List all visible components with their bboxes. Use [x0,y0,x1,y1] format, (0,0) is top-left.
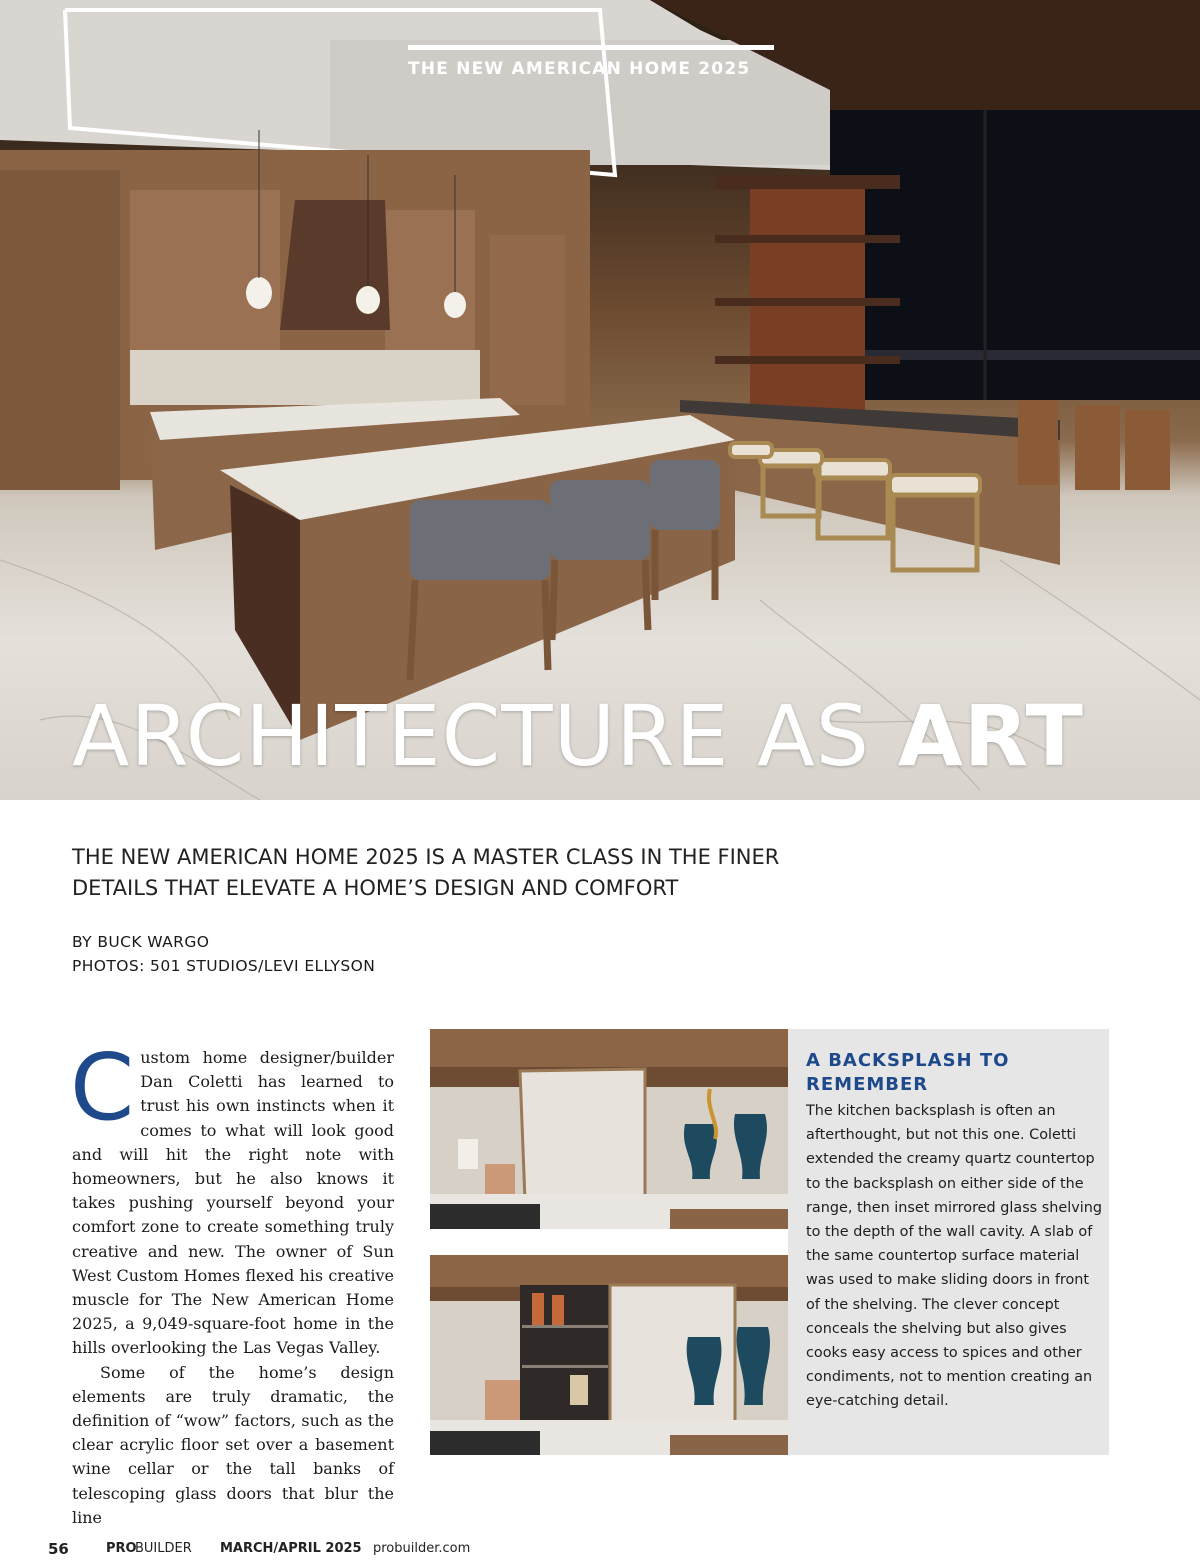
page-number: 56 [48,1540,69,1558]
body-paragraph: Some of the home’s design elements are truly dramatic, the definition of “wow” factors, such as the clear acrylic floor set over a basement wine cellar or the tall banks of telescoping glass doors that blur the line [72,1362,394,1527]
section-kicker: THE NEW AMERICAN HOME 2025 [408,59,751,79]
publication-name-pro: PRO [106,1541,137,1556]
article-body [70,1034,394,1530]
page-footer [48,1541,748,1561]
byline-author: BY BUCK WARGO [72,933,210,951]
kicker-rule [408,45,774,50]
issue-date: MARCH/APRIL 2025 [220,1541,362,1556]
article-headline [72,688,1132,784]
byline-photos: PHOTOS: 501 STUDIOS/LEVI ELLYSON [72,957,376,975]
drop-cap: C [70,1034,135,1141]
headline-bold: ART [897,687,1084,785]
backsplash-photo-closed [430,1029,788,1229]
sidebar-box [788,1029,1109,1455]
byline [72,930,572,978]
site-url[interactable]: probuilder.com [373,1541,471,1556]
sidebar-title: A BACKSPLASH TO REMEMBER [806,1050,1010,1095]
paragraph-1-text: ustom home designer/builder Dan Coletti has learned to trust his own instincts when it comes to what will look good and will hit the right note with homeowners, but he also knows it takes pushing yourself beyond your comfort zone to create something truly creative and new. The owner of Sun West Custom Homes flexed his creative muscle for The New American Home 2025, a 9,049-square-foot home in the hills overlooking the Las Vegas Valley. [72,1048,394,1358]
article-deck: THE NEW AMERICAN HOME 2025 IS A MASTER CLASS IN THE FINER DETAILS THAT ELEVATE A HOME’S DESIGN AND COMFORT [72,845,780,900]
backsplash-photo-open [430,1255,788,1455]
headline-light: ARCHITECTURE AS [72,687,898,785]
body-paragraph [70,1034,394,1361]
publication-name-builder: BUILDER [135,1541,192,1556]
sidebar-text: The kitchen backsplash is often an afterthought, but not this one. Coletti extended the creamy quartz countertop to the backsplash on either side of the range, then inset mirrored glass shelving to the depth of the wall cavity. A slab of the same countertop surface material was used to make sliding doors in front of the shelving. The clever concept conceals the shelving but also gives cooks easy access to spices and other condiments, not to mention creating an eye-catching detail. [806,1103,1102,1410]
